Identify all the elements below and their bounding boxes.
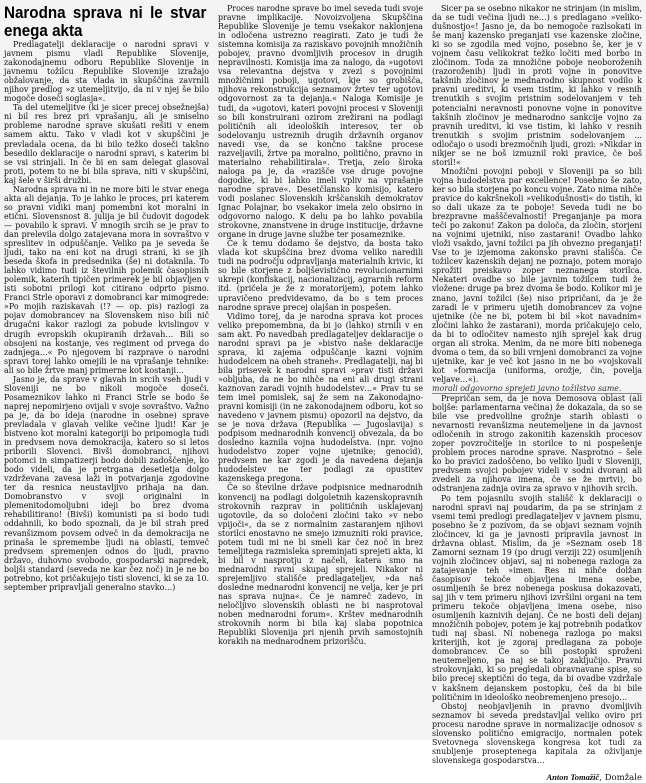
paragraph: Če so številne države podpisnice mednarodnih konvencij na podlagi dolgoletnih kazenskopravnih strokovnih razprav in političnih usklajevanj ugotovile, da so določeni zločini tako »v nebo vpijoči«, da se z normalnim zastaranjem njihovi storilci enostavno ne smejo izmuzniti roki pravice, potem tudi mi ne bi smeli kar čez noč in brez temeljitega razmisleka spreminjati sprejeti akta, ki bi bil v nasprotju z načeli, katera smo na mednarodni ravni skupaj sprejeli. Nikakor ni sprejemljivo stališče predlagateljev, »da naš dosledne mednarodni konvencij ne velja, ker je pri nas sprava nujna«. Če je namreč zadevo, in neločljivo slovenskih oblasti ne bi nasprotoval noben mednarodni forum«. Krštev mednarodnih strokovnih norm bi bila kaj slaba popotnica Republiki Slovenija pri njenih prvih samostojnih korakih na mednarodnem prizorišču. [218,483,423,647]
article-title: Narodna sprava ni le stvar enega akta [4,4,207,40]
paragraph: Proces narodne sprave bo imel seveda tudi svoje pravne implikacije. Novoizvoljena Skupščina Republike Slovenije je temu vsekakor naklonjena in odločena ustrezno reagirati. Zato je tudi že sistemna komisija za raziskavo povojnih množičnih pobojev, pravno dvomljivih procesov in drugih nepravilnosti. Komisija ima za nalogo, da »ugotovi vsa relevantna dejstva v zvezi s povojnimi množičnimi poboji, ugotovi, kje so grobišča, njihova rekonstrukcija seznamov žrtev ter ugotovi odgovornost za ta dejanja.« Naloga Komisije je tudi, da »ugotovi, kateri povojni procesi v Sloveniji so bili konstruirani ozirom zrežirani na podlagi političnih ali ideoloških interesov, ter ob sodelovanju ustreznih drugih državnih organov navedi vse, da se končno takšne procese razveljavili, žrtve pa moralno, politično, pravno in materialno rehabilitirala«. Tretja, zelo široka naloga pa je, da »razišče vse druge povojne dogodke, ki bi lahko imeli vpliv na vprašanje narodne sprave«. Desetčlansko komisijo, katero vodi poslanec Slovenskih krščanskih demokratov Ignac Polajnar, bo vsekakor imela zelo obsirno in odgovorno nalogo. K delu pa bo lahko povabila strokovne, znanstvene in druge institucije, državne organe in druge javne službe ter posameznike. [218,4,423,240]
paragraph: Narodna sprava ni in ne more biti le stvar enega akta ali dejanja. To je lahko le proces, pri katerem so pravni vidiki manj pomembni kot moralni in etični. Slovensnost 8. julija je bil čudovit dogodek — povabilo k spravi. V mnogih srcih se je prav to dan prelevila dolgo zatajevana mora in sovraštvo v spreslitev in odpuščanje. Veliko pa je seveda še ljudi, tako na eni kot na drugi strani, ki se jih beseda škofa in predsednika (še) ni dotaknila. To lahko vidimo tudi iz številnih polemik časopisnih polemik, katerih tipičen primerek je bil objavljen v isti sobotni prilogi kot citirano odprto pismo. Franci Strle oporavi z domobranci kar mimogrede: »Po mojih raziskavah (!? — op. pis) razlogi za pojav domobrancev na Slovenskem niso bili nič drugačni kakor razlogi za pobude kvislingov v drugih evropskih okupiranih državah… Bili so obsojeni na kostanje, ves regiment od prvega do zadnjega…« Po njegovem bi razprave o narodni spravi torej lahko omejili le na vprašanje tehnike: ali so bile žrtve manj primerne kot kostanji… [4,184,209,375]
paragraph: Sicer pa se osebno nikakor ne strinjam (in mislim, da se tudi večina ljudi ne…) s predlagano »veliko-dušnostjo«! Jasno je, da bo nemogoče razlsokati in še manj kazensko preganjati vse kazenske zločine, ki so se zgodila med vojno, posebno še, ker je v vojnem času velikokrat težko ločiti med borbo in zločinom. Toda za množične poboje neoboroženih (razoroženih) ljudi in proti vojne in ponovitve takšnih zločinov je mednarodno skupnost vodilo k pravni ureditvi, ki vsem tistim, ki lahko v resnih trenutkih s svojim pristnim sodelovanjem v teh potencialni neravnosti ponovne vojne in ponovitve takšnih zločinov je mednarodno sankcije vojno za pravnih ureditvi, ki vse tistim, ki lahko v resnih trenutkih s svojim pristnim sodelovanjem ... odločajo o usodi brezmočnih ljudi, grozi: »Nikdar in nikjer se ne boš izmuznil roki pravice, če boš storil!« [432,4,642,167]
paragraph: Obstoj neobjavljenih in pravno dvomljivih seznamov bi seveda predstavljal veliko oviro pri procesu narodne sprave in normalizacije odnosov s slovensko politično emigracijo, normalen potek Svetovnega slovenskega kongresa kot tudi za snubljenje proseptenega kapitala za oživljanje slovenskega gospodarstva… [432,701,642,765]
column-2 [218,4,423,736]
paragraph: Množični povojni poboji v Sloveniji pa so bili vojna hudodelstva par excellence! Posebno še zato, ker so bila storjena po koncu vojne. Zato nima nihče pravice do kakršnekoli »velikodušnosti« do tistih, ki so dali ukaze za te poboje! Seveda tudi ne bo brezpravne mašščevalnosti! Preganjanje pa mora teči po zakonu! Zakon pa določa, da zločin, storjeni na vojnimi ujetniki, niso zastarani! Ovadbo lahko vloži vsakdo, javni tožilci pa jih obvezno preganjati! Vse to je izjemoma zakonsko pravni stališča. Če tožilcev kazenskih dejanj ne poznajo, potem morajo sprožiti preiskavo zoper neznanega storilca. Nekateri ovadbe so bile javnim tožilcem tudi že vložene: druge pa brez dvoma še bodo. Kolikor mi je znano, javni tožilci (še) niso pripričani, da je že zaradi le v primeru ujetih domobrancev za vojne ujetnike (če ne bi, potem bi bil »kot navadnim« zločini lahko že zastarani), morda pričakujejo celo, da bi to odločitev namesto njih sprejel kak drug organ ali stroka. Menim, da ne more biti nobenega dvoma o tem, da so bili vrnjeni domobranci za vojne ujetnike, kar je več kot jasno in ne bo »vojskovali kot »formacija (uniforma, orožje, čin, povelja veljave…«). [432,166,642,384]
paragraph: Če k temu dodamo še dejstvo, da bosta tako vlada kot skupščina brez dvoma veliko naredili tudi na področju odpravljanja materialnih krivic, ki so bile storjene z boljševistično revolucionarnimi ukrepi (konfiskacij, nacionalizacij, agrarnih reform itd. (pričela je že z moratorijem), potem lahko upravičeno predvidevamo, da bo s tem proces narodne sprave precej olajšan in pospešen. [218,239,423,312]
paragraph: Ta del utemeljitve (ki je sicer precej obsežnejša) ni bil res brez pri vprašanju, ali je smiselno probleme narodne sprave skušati rešiti v enem samem aktu. Tako v vladi kot v skupščini je prevladala ocena, da bi bilo težko doseči takšno besedilo deklaracije o narodni spravi, s katerim bi se vsi strinjali. In če bi en sam delegat glasoval proti, potem to ne bi bila sprava, niti v skupščini, kaj šele v širši družbi. [4,103,209,185]
column-1 [4,4,209,736]
paragraph: Vidimo torej, da je narodna sprava kot proces veliko prepomembna, da bi jo (lahko) strnili v en sam akt. Po navedbah predlagateljev deklaracije o narodni spravi pa je »bistvo naše deklaracije sprava, ki zajema odpuščanje kazni vojnim hudodelcem na obeh straneh«. Predlagatelji, naj bi bila prisevek k narodni spravi »prav tisti državi »obljuba, da ne bo nihče na eni ali drugi strani kaznovan zaradi vojnih hudodelstev…« Prav tu se tem imel pomislek, saj že sem na Zakonodajno-pravni komisiji (in ne zakonodajnem odboru, kot so navedeno v javnem pismu) opozoril na dejstvo, da se je nova država (Republika — Jugoslavija) s podpisom mednarodnih konvencij obvezala, da bo dosledno kaznila vojna hudodelstva. (npr. vojno hudodelstvo zoper vojne ujetnike; genocid), predvsem ne kar zgodi je da navedena dejanja hudodelstev ne ter podlagi za opustitev kazenskega pregona. [218,311,423,484]
paragraph: Jasno je, da sprave v glavah in srcih vseh ljudi v Sloveniji ne bo nikoli mogoče doseči. Posameznikov lahko ni Franci Strle se bodo še naprej nepomirjeno ovijali v svoje sovraštvo. Važno pa je, da bo ideja (narodne in osebne) sprave prevladala v glavah velike večine ljudi! Kar je bistveno kot moralni kategoriji bo pripomogla tudi in predvsem nova demokracija, katero so si letos priborili Slovenci. Bivši domobranci, njihovi potomci in simpatizerji bodo dobili zadoščenje, ko bodo videli, da je pretrgana desetletja dolgo vzdrževana zavesa laži in potvarjanja zgodovine ter da resnica neustavljivo prihaja na dan. Domobranstvo v svoji originalni in plemenitodomoljubni ideji bo brez dvoma rehabilitirano! (Bivši) komunisti pa si bodo tudi oddahnili, ko bodo spoznali, da je bil strah pred revanšizmom povsem odveč in da demokracija ne prinaša le spremembe ljudi na oblasti, temveč predvsem spremenjen odnos do ljudi, pravno državo, duhovno svobodo, gospodarski napredek, boljši standard (seveda ne kar čez noč) in je ne bo potrebno, kot pričakujejo tisti slovenci, ki se za 10. september pripravljali generalno stavko…) [4,374,209,592]
handwritten-note-text: morali odgovorno sprejeti javno tožilstvo same. [432,383,622,393]
paragraph: Po tem pojasnilu svojih stališč k deklaraciji o narodni spravi naj poudarim, da pa se strinjam z vsemi temi predlogi predlagateljev v javnem pismu, posebno še z pozivom, da se objavi seznam vojnih zločincev, ki ga je javnosti pripravila javnost in državna oblast. Mislim, da je »Seznam oseb 18 Zamorni seznam 19 (po drugi verziji 22) osumljenih vojnih zločincev objavi, saj ni nobenega razloga za zatajevanje teh »imen. Res ni nihče dolžan časopisov tekoče objavljena imena osebe, osumljenih še brez nobenega poskusa dokazovati, saj jih v tem primeru njihovi izvršilni organi na tem primeru tekoče objavljena imena osebe, niso osumljenih kaznivih dejanj. Če ne bosti deli dejanj množičnih pobojev, potem je kaj potrebnih podatkov tudi naj sbasi. Ni nobenega razloga po maksi kriterijih, kot je zgoraj predlagana za poboje domobrancev. Če so bili postopki sproženi neutemeljeno, pa naj se takoj zaključijo. Pravni strokovnjaki, ki so pregledali obravnavane spise, so bilo precej skeptični do tega, da bi ovadbe vzdržale v kakšnem dejanskem postopku, češ da bi bile političnim in ideološko neobremenjeno presojo… [432,493,642,702]
handwritten-note [432,384,642,394]
author-signature [432,773,642,783]
paragraph: Prepričan sem, da je nova Demosova oblast (ali boljše: parlamentarna večina) že dokazala, da so se bile vse predvolilne grožnje starih oblasti o nevarnosti revanšizma neutemeljene in da javnost odločenih in strogo zakonitih kazenskih procesov zoper povzročitelje in storilce to ni pospešenje problem proces narodne sprave. Nasprotno – šele ko bo pravici zadoščeno, bo veliko ljudi v Sloveniji, predvsem svojci pobojev videli v sodni dvorani ali zvedeli za njihova imena, če se že mrtvi), bo odstranjena zadnja ovira za spravo v njihovih srcih. [432,394,642,494]
author-place: , Domžale [599,772,642,783]
paragraph: Predlagatelji deklaracije o narodni spravi v javnem pismu vladi Republike Slovenije, zakonodajnemu odboru Republike Slovenije in javnemu tožilcu Republike Slovenije izražajo obžalovanje, da sta vlada in skupščina zavrnili njihov predlog »z utemeljitvijo, da ni v njej še bilo mogoče doseči soglasja«. [4,40,209,104]
column-3 [432,4,642,783]
author-name: Anton Tomažič [546,771,600,782]
